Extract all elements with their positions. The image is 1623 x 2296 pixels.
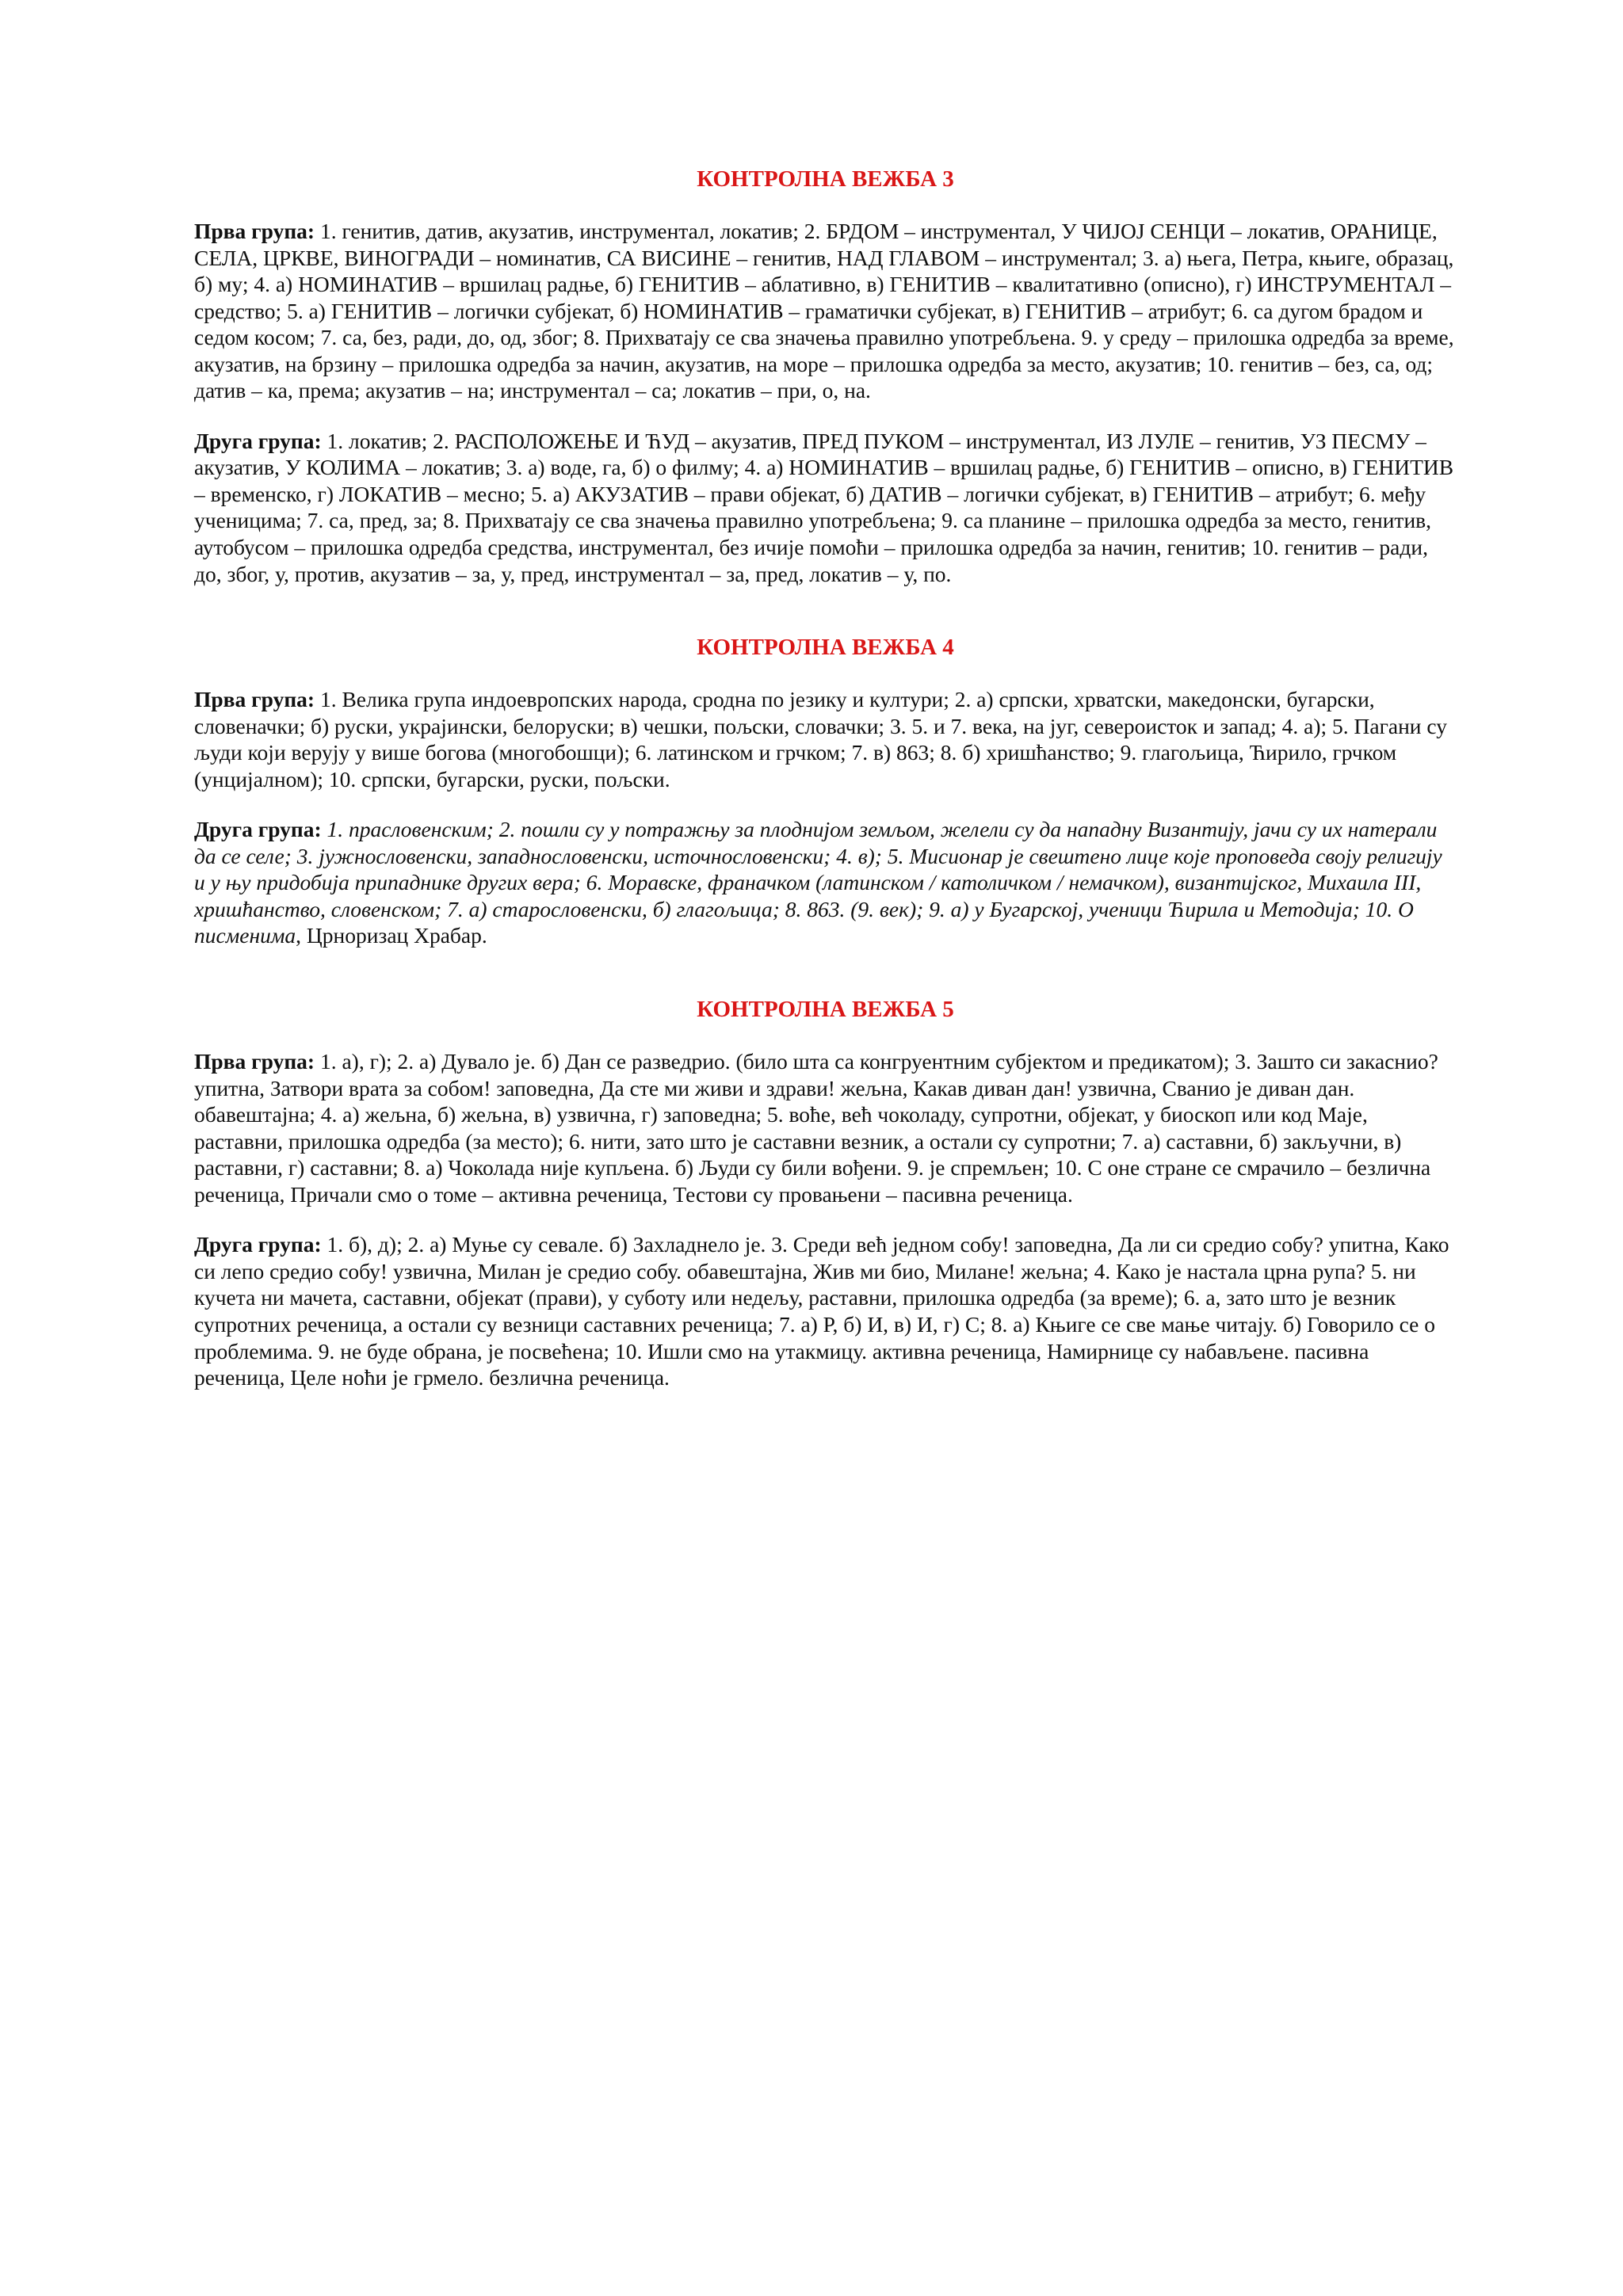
section-vezba-4 (194, 636, 1457, 949)
group-second (194, 1231, 1457, 1390)
group-text: 1. локатив; 2. РАСПОЛОЖЕЊЕ И ЋУД – акузатив, ПРЕД ПУКОМ – инструментал, ИЗ ЛУЛЕ – генитив, УЗ ПЕСМУ – акузатив, У КОЛИМА – локатив; 3. а) воде, га, б) о филму; 4. а) НОМИНАТИВ – вршилац радње, б) ГЕНИТИВ – описно, в) ГЕНИТИВ – временско, г) ЛОКАТИВ – месно; 5. а) АКУЗАТИВ – прави објекат, б) ДАТИВ – логички субјекат, в) ГЕНИТИВ – атрибут; 6. међу ученицима; 7. са, пред, за; 8. Прихватају се сва значења правилно употребљена; 9. са планине – прилошка одредба за место, генитив, аутобусом – прилошка одредба средства, инструментал, без ичије помоћи – прилошка одредба за начин, генитив; 10. генитив – ради, до, због, у, против, акузатив – за, у, пред, инструментал – за, пред, локатив – у, по. (194, 428, 1454, 586)
group-text: 1. генитив, датив, акузатив, инструментал, локатив; 2. БРДОМ – инструментал, У ЧИЈОЈ СЕНЦИ – локатив, ОРАНИЦЕ, СЕЛА, ЦРКВЕ, ВИНОГРАДИ – номинатив, СА ВИСИНЕ – генитив, НАД ГЛАВОМ – инструментал; 3. а) њега, Петра, књиге, образац, б) му; 4. а) НОМИНАТИВ – вршилац радње, б) ГЕНИТИВ – аблативно, в) ГЕНИТИВ – квалитативно (описно), г) ИНСТРУМЕНТАЛ – средство; 5. а) ГЕНИТИВ – логички субјекат, б) НОМИНАТИВ – граматички субјекат, в) ГЕНИТИВ – атрибут; 6. са дугом брадом и седом косом; 7. са, без, ради, до, од, због; 8. Прихватају се сва значења правилно употребљена. 9. у среду – прилошка одредба за време, акузатив, на брзину – прилошка одредба за начин, акузатив, на море – прилошка одредба за место, акузатив; 10. генитив – без, са, од; датив – ка, према; акузатив – на; инструментал – са; локатив – при, о, на. (194, 219, 1454, 403)
section-title: КОНТРОЛНА ВЕЖБА 5 (697, 997, 954, 1023)
group-text: 1. прасловенским; 2. пошли су у потражњу за плоднијом земљом, желели су да нападну Византију, јачи су их натерали да се селе; 3. јужнословенски, западнословенски, источнословенски; 4. в); 5. Мисионар је свештено лице које проповеда своју религију и у њу придобија припаднике других вера; 6. Моравске, франачком (латинском / католичком / немачком), византијског, Михаила III, хришћанство, словенском; 7. а) старословенски, б) глагољица; 8. 863. (9. век); 9. а) у Бугарској, ученици Ћирила и Методија; 10. О писменима (194, 817, 1442, 948)
group-label: Друга група: (194, 428, 322, 453)
group-label: Друга група: (194, 817, 322, 842)
group-label: Друга група: (194, 1232, 322, 1257)
group-second (194, 816, 1457, 949)
group-second (194, 428, 1457, 587)
section-vezba-3 (194, 168, 1457, 587)
group-text: 1. а), г); 2. а) Дувало је. б) Дан се разведрио. (било шта са конгруентним субјектом и предикатом); 3. Зашто си закаснио? упитна, Затвори врата за собом! заповедна, Да сте ми живи и здрави! жељна, Какав диван дан! узвична, Сванио је диван дан. обавештајна; 4. а) жељна, б) жељна, в) узвична, г) заповедна; 5. воће, већ чоколаду, супротни, објекат, у биоскоп или код Маје, раставни, прилошка одредба (за место); 6. нити, зато што је саставни везник, а остали су супротни; 7. а) саставни, б) закључни, в) раставни, г) саставни; 8. а) Чоколада није купљена. б) Људи су били вођени. 9. је спремљен; 10. С оне стране се смрачило – безлична реченица, Причали смо о томе – активна реченица, Тестови су провањени – пасивна реченица. (194, 1049, 1438, 1207)
group-label: Прва група: (194, 219, 315, 243)
group-text-tail: , Црноризац Храбар. (296, 923, 487, 948)
section-title: КОНТРОЛНА ВЕЖБА 3 (697, 166, 954, 192)
group-label: Прва група: (194, 687, 315, 712)
section-title: КОНТРОЛНА ВЕЖБА 4 (697, 635, 954, 661)
section-vezba-5 (194, 998, 1457, 1391)
group-first (194, 686, 1457, 792)
group-text: 1. Велика група индоевропских народа, сродна по језику и култури; 2. а) српски, хрватски, македонски, бугарски, словеначки; б) руски, украјински, белоруски; в) чешки, пољски, словачки; 3. 5. и 7. века, на југ, североисток и запад; 4. а); 5. Пагани су људи који верују у више богова (многобошци); 6. латинском и грчком; 7. в) 863; 8. б) хришћанство; 9. глагољица, Ћирило, грчком (унцијалном); 10. српски, бугарски, руски, пољски. (194, 687, 1447, 791)
group-text: 1. б), д); 2. а) Муње су севале. б) Захладнело је. 3. Среди већ једном собу! заповедна, Да ли си средио собу? упитна, Како си лепо средио собу! узвична, Милан је средио собу. обавештајна, Жив ми био, Милане! жељна; 4. Како је настала црна рупа? 5. ни кучета ни мачета, саставни, објекат (прави), у суботу или недељу, раставни, прилошка одредба (за време); 6. а, зато што је везник супротних реченица, а остали су везници саставних реченица; 7. а) Р, б) И, в) И, г) С; 8. а) Књиге се све мање читају. б) Говорило се о проблемима. 9. не буде обрана, је посвећена; 10. Ишли смо на утакмицу. активна реченица, Намирнице су набављене. пасивна реченица, Целе ноћи је грмело. безлична реченица. (194, 1232, 1449, 1390)
group-first (194, 1048, 1457, 1207)
group-label: Прва група: (194, 1049, 315, 1074)
group-first (194, 218, 1457, 404)
